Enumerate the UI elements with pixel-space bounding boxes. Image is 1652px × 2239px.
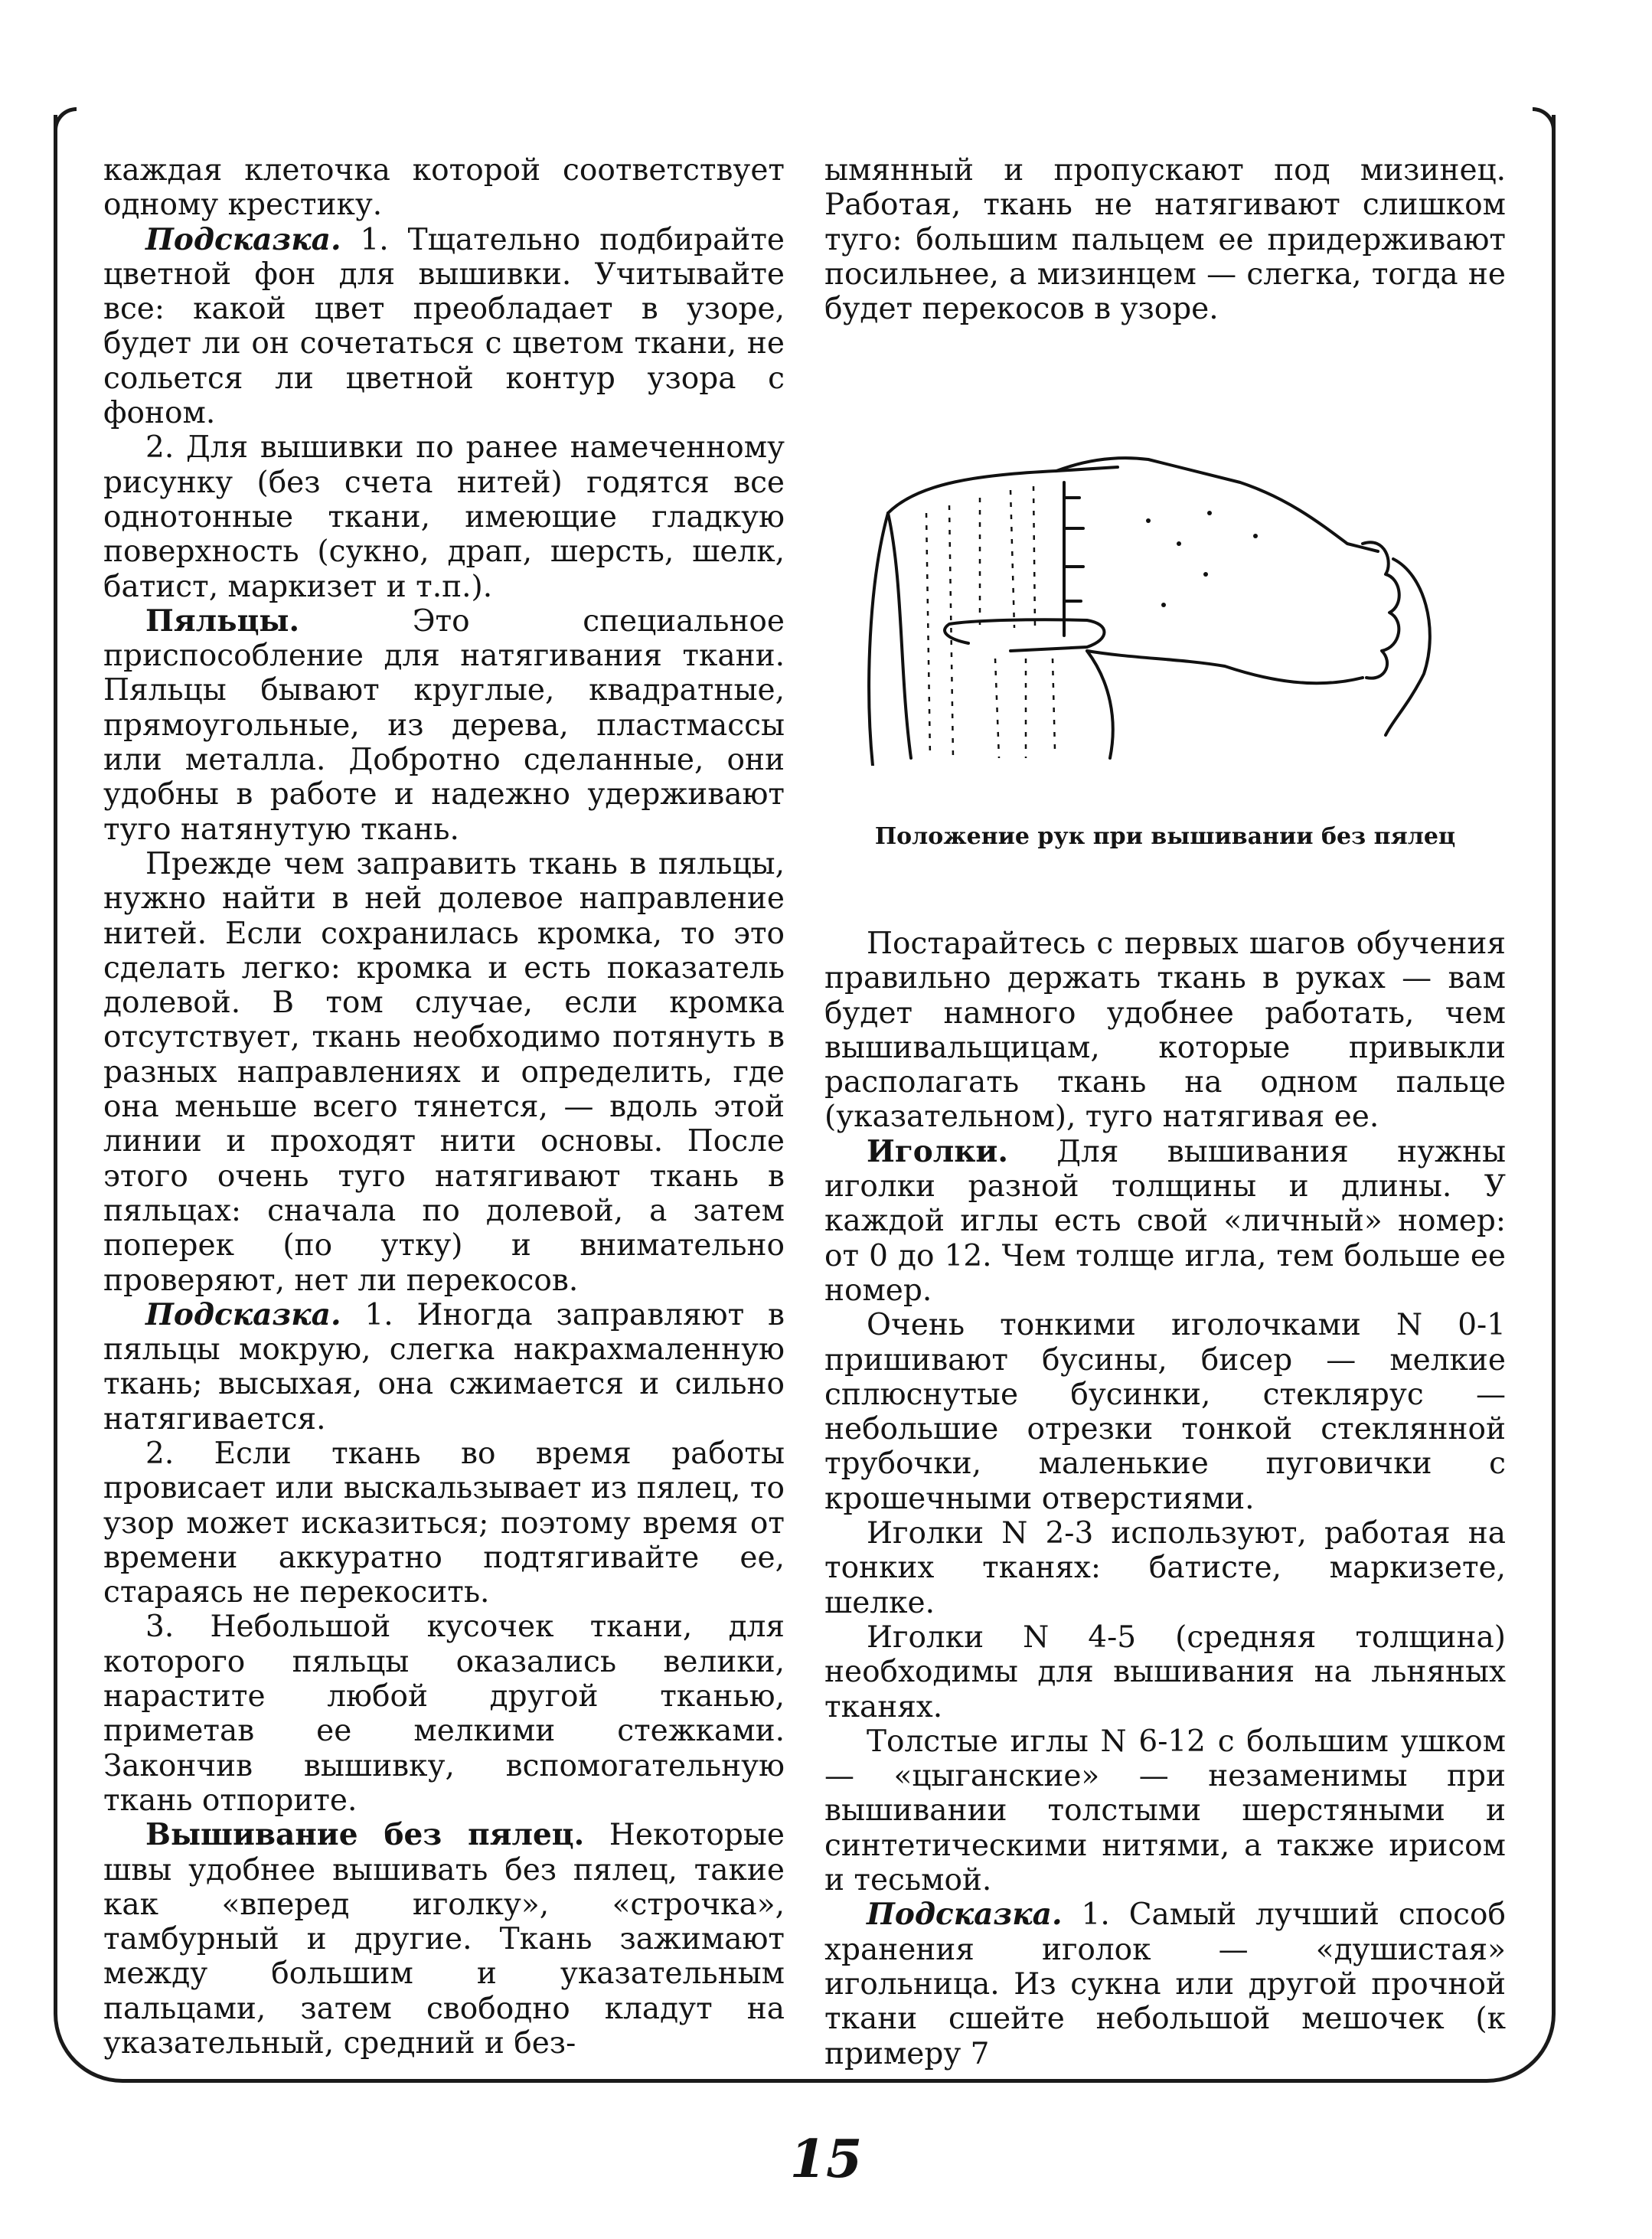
wrist-underside (1087, 651, 1363, 683)
page-number: 15 (789, 2129, 863, 2190)
paragraph (103, 847, 785, 1298)
right-column-top (824, 153, 1506, 326)
paragraph-text: Очень тонкими иголочками N 0-1 пришивают бусины, бисер — мелкие сплюснутые бусинки, стеклярус — небольшие отрезки тонкой стеклянной трубочки, маленькие пуговички с крошечными отверстиями. (824, 1308, 1506, 1516)
paragraph (824, 1620, 1506, 1724)
paragraph (824, 153, 1506, 326)
paragraph-text: 2. Если ткань во время работы провисает или выскальзывает из пялец, то узор может исказиться; поэтому время от времени аккуратно подтягивайте ее, стараясь не перекосить. (103, 1436, 785, 1610)
paragraph (103, 430, 785, 603)
paragraph-text: 1. Тщательно подбирайте цветной фон для вышивки. Учитывайте все: какой цвет преобладает в узоре, будет ли он сочетаться с цветом ткани, не сольется ли цветной контур узора с фоном. (103, 222, 785, 431)
paragraph-text: Для вышивания нужны иголки разной толщины и длины. У каждой иглы есть свой «личный» номер: от 0 до 12. Чем толще игла, тем больше ее номер. (824, 1134, 1506, 1308)
paragraph-text: 1. Самый лучший способ хранения иголок — «душистая» игольница. Из сукна или другой прочной ткани сшейте небольшой мешочек (к примеру 7 (824, 1897, 1506, 2071)
paragraph (824, 1724, 1506, 1897)
fabric-fold (888, 513, 911, 758)
paragraph-text: Прежде чем заправить ткань в пяльцы, нужно найти в ней долевое направление нитей. Если сохранилась кромка, то это сделать легко: кромка и есть показатель долевой. В том случае, если кромка отсутствует, ткань необходимо потянуть в разных направлениях и определить, где она меньше всего тянется, — вдоль этой линии и проходят нити основы. После этого очень туго натягивают ткань в пяльцах: сначала по долевой, а затем поперек (по утку) и внимательно проверяют, нет ли перекосов. (103, 846, 785, 1298)
paragraph (103, 223, 785, 431)
paragraph (103, 1818, 785, 2061)
sleeve-cuff (1363, 542, 1399, 678)
paragraph-text: 1. Иногда заправляют в пяльцы мокрую, слегка накрахмаленную ткань; высыхая, она сжимается и сильно натягивается. (103, 1297, 785, 1437)
paragraph (103, 1610, 785, 1818)
paragraph (824, 1135, 1506, 1308)
paragraph-text: 3. Небольшой кусочек ткани, для которого пяльцы оказались велики, нарастите любой другой тканью, приметав ее мелкими стежками. Закончив вышивку, вспомогательную ткань отпорите. (103, 1610, 785, 1818)
paragraph-lead: Подсказка. (867, 1897, 1063, 1933)
paragraph-text: каждая клеточка которой соответствует одному крестику. (103, 153, 785, 223)
paragraph-text: Иголки N 2-3 используют, работая на тонких тканях: батисте, маркизете, шелке. (824, 1516, 1506, 1620)
left-column (103, 153, 785, 2061)
paragraph-text: Это специальное приспособление для натягивания ткани. Пяльцы бывают круглые, квадратные, прямоугольные, из дерева, пластмассы или металла. Добротно сделанные, они удобны в работе и надежно удерживают туго натянутую ткань. (103, 603, 785, 847)
paragraph-text: ымянный и пропускают под мизинец. Работая, ткань не натягивают слишком туго: большим пальцем ее придерживают посильнее, а мизинцем — слегка, тогда не будет перекосов в узоре. (824, 153, 1506, 327)
paragraph (824, 1516, 1506, 1620)
paragraph (824, 1308, 1506, 1516)
paragraph-text: Постарайтесь с первых шагов обучения правильно держать ткань в руках — вам будет намного удобнее работать, чем вышивальщицам, которые привыкли располагать ткань на одном пальце (указательном), туго натягивая ее. (824, 927, 1506, 1135)
paragraph-text: Иголки N 4-5 (средняя толщина) необходимы для вышивания на льняных тканях. (824, 1620, 1506, 1724)
paragraph-text: Некоторые швы удобнее вышивать без пялец, такие как «вперед иголку», «строчка», тамбурный и другие. Ткань зажимают между большим и указательным пальцами, затем свободно кладут на указательный, средний и без- (103, 1818, 785, 2061)
hand-lower (1087, 651, 1113, 758)
hand-outline (1056, 458, 1378, 551)
paragraph-text: 2. Для вышивки по ранее намеченному рисунку (без счета нитей) годятся все однотонные ткани, имеющие гладкую поверхность (сукно, драп, шерсть, шелк, батист, маркизет и т.п.). (103, 430, 785, 604)
paragraph (103, 604, 785, 847)
hand-illustration (857, 429, 1454, 766)
paragraph (103, 1437, 785, 1610)
right-column-bottom (824, 927, 1506, 2071)
paragraph (824, 927, 1506, 1135)
paragraph (824, 1897, 1506, 2071)
figure-caption: Положение рук при вышивании без пялец (874, 823, 1456, 850)
paragraph-lead: Подсказка. (145, 1296, 341, 1332)
thumb (945, 619, 1104, 651)
paragraph-lead: Вышивание без пялец. (145, 1817, 585, 1853)
paragraph-lead: Пяльцы. (145, 603, 300, 639)
paragraph-text: Толстые иглы N 6-12 с большим ушком — «цыганские» — незаменимы при вышивании толстыми шерстяными и синтетическими нитями, а также ирисом и тесьмой. (824, 1724, 1506, 1898)
finger-bracket (1064, 498, 1083, 601)
paragraph-lead: Иголки. (867, 1133, 1008, 1169)
paragraph-lead: Подсказка. (145, 221, 341, 257)
paragraph (103, 1298, 785, 1437)
paragraph (103, 153, 785, 223)
